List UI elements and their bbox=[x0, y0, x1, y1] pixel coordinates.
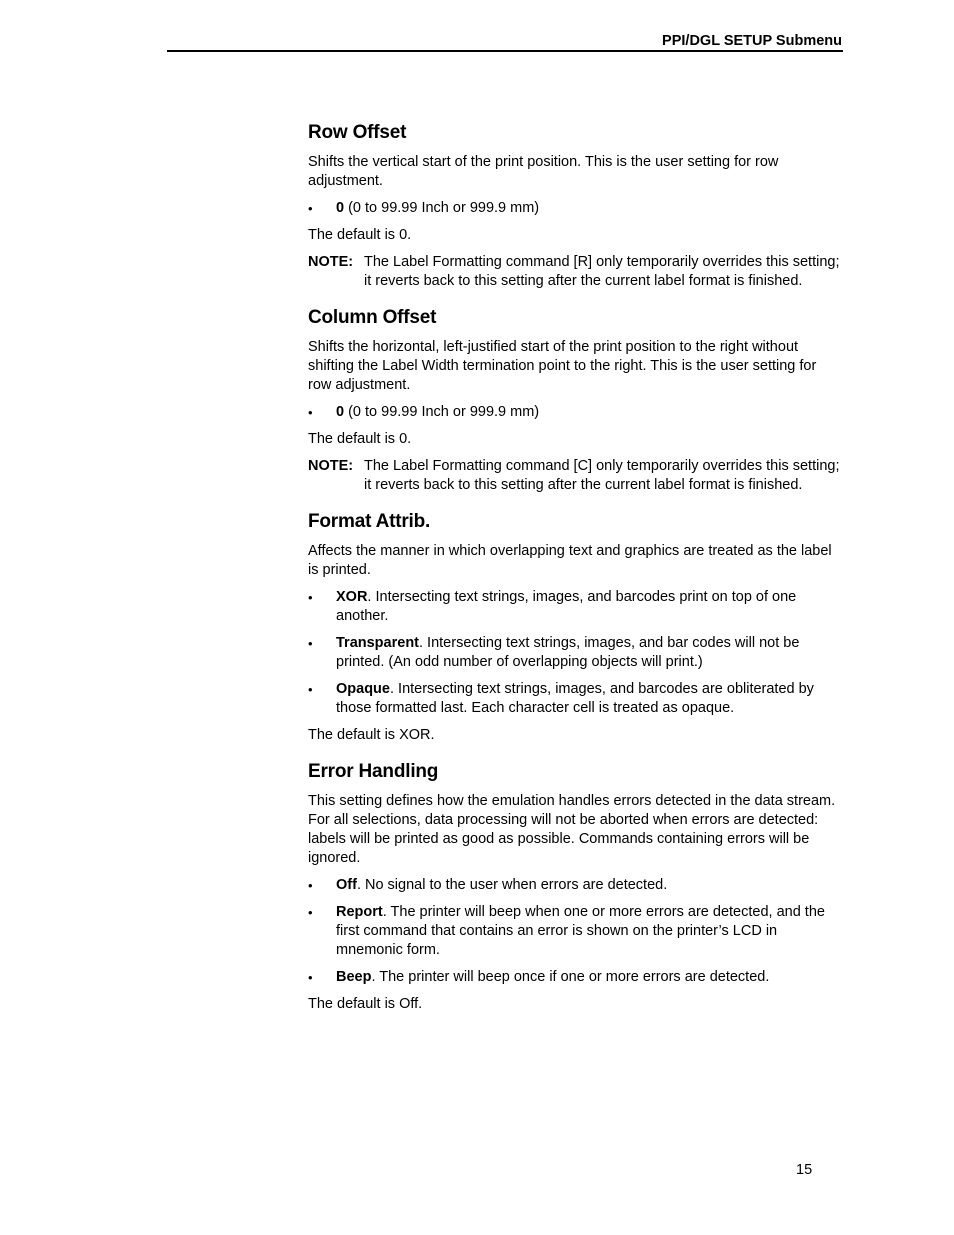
bullet-icon: • bbox=[308, 405, 313, 420]
default-value: The default is Off. bbox=[308, 996, 423, 1012]
option-term: Report bbox=[336, 904, 383, 920]
list-item bbox=[308, 680, 840, 718]
section-column-offset bbox=[308, 307, 840, 495]
section-intro: Shifts the vertical start of the print position. This is the user setting for row adjustment. bbox=[308, 154, 779, 189]
list-item bbox=[308, 199, 840, 218]
section-intro: This setting defines how the emulation handles errors detected in the data stream. For all selections, data processing will not be aborted when errors are detected: labels will be printed as good as possible. Commands containing errors will be ignored. bbox=[308, 793, 836, 866]
list-item bbox=[308, 403, 840, 422]
bullet-icon: • bbox=[308, 905, 313, 920]
option-text: (0 to 99.99 Inch or 999.9 mm) bbox=[344, 404, 540, 420]
option-term: Off bbox=[336, 877, 357, 893]
list-item bbox=[308, 903, 840, 960]
option-list bbox=[308, 199, 840, 218]
section-title: Row Offset bbox=[308, 122, 407, 143]
option-list bbox=[308, 403, 840, 422]
default-value: The default is 0. bbox=[308, 227, 412, 243]
option-term: Transparent bbox=[336, 635, 419, 651]
running-head: PPI/DGL SETUP Submenu bbox=[662, 33, 842, 49]
option-text: . No signal to the user when errors are detected. bbox=[356, 877, 668, 893]
note-text: The Label Formatting command [C] only temporarily overrides this setting; it reverts back to this setting after the current label format is finished. bbox=[364, 458, 840, 493]
section-title: Column Offset bbox=[308, 307, 437, 328]
list-item bbox=[308, 588, 840, 626]
section-title: Format Attrib. bbox=[308, 511, 431, 532]
option-text: . Intersecting text strings, images, and bar codes will not be printed. (An odd number of overlapping objects will print.) bbox=[336, 635, 800, 670]
header-rule bbox=[167, 50, 843, 52]
option-text: . Intersecting text strings, images, and barcodes are obliterated by those formatted last. Each character cell is treated as opaque. bbox=[336, 681, 814, 716]
bullet-icon: • bbox=[308, 636, 313, 651]
section-title: Error Handling bbox=[308, 761, 439, 782]
note-text: The Label Formatting command [R] only temporarily overrides this setting; it reverts back to this setting after the current label format is finished. bbox=[364, 254, 840, 289]
list-item bbox=[308, 876, 840, 895]
option-text: . The printer will beep once if one or more errors are detected. bbox=[371, 969, 770, 985]
page-content bbox=[308, 122, 840, 1030]
section-intro: Affects the manner in which overlapping text and graphics are treated as the label is printed. bbox=[308, 543, 832, 578]
option-term: Beep bbox=[336, 969, 372, 985]
bullet-icon: • bbox=[308, 970, 313, 985]
section-row-offset bbox=[308, 122, 840, 291]
note bbox=[308, 253, 840, 291]
option-text: (0 to 99.99 Inch or 999.9 mm) bbox=[344, 200, 540, 216]
default-value: The default is 0. bbox=[308, 431, 412, 447]
list-item bbox=[308, 968, 840, 987]
list-item bbox=[308, 634, 840, 672]
note-label: NOTE: bbox=[308, 254, 354, 270]
option-term: Opaque bbox=[336, 681, 390, 697]
option-text: . Intersecting text strings, images, and barcodes print on top of one another. bbox=[336, 589, 797, 624]
option-list bbox=[308, 588, 840, 718]
page-number: 15 bbox=[796, 1162, 813, 1178]
bullet-icon: • bbox=[308, 878, 313, 893]
option-term: 0 bbox=[336, 404, 345, 420]
option-term: XOR bbox=[336, 589, 368, 605]
section-format-attrib bbox=[308, 511, 840, 745]
default-value: The default is XOR. bbox=[308, 727, 435, 743]
option-list bbox=[308, 876, 840, 987]
note bbox=[308, 457, 840, 495]
option-text: . The printer will beep when one or more errors are detected, and the first command that contains an error is shown on the printer’s LCD in mnemonic form. bbox=[336, 904, 825, 958]
option-term: 0 bbox=[336, 200, 345, 216]
bullet-icon: • bbox=[308, 201, 313, 216]
bullet-icon: • bbox=[308, 590, 313, 605]
section-error-handling bbox=[308, 761, 840, 1014]
section-intro: Shifts the horizontal, left-justified start of the print position to the right without shifting the Label Width termination point to the right. This is the user setting for row adjustment. bbox=[308, 339, 817, 393]
bullet-icon: • bbox=[308, 682, 313, 697]
note-label: NOTE: bbox=[308, 458, 354, 474]
